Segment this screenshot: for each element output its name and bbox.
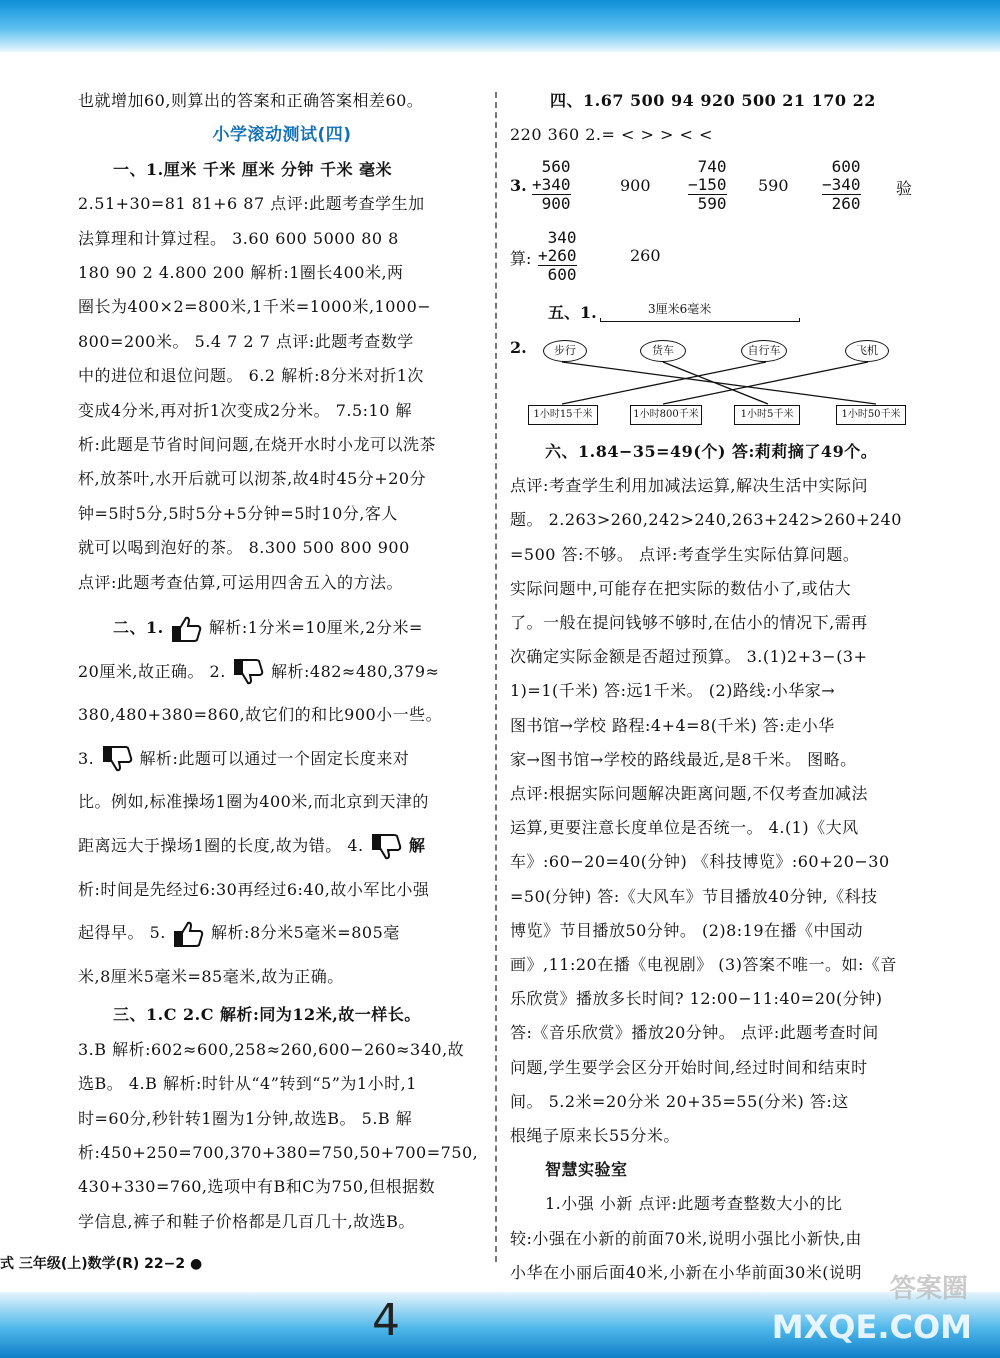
- text-line: 四、1.67 500 94 920 500 21 170 22: [550, 91, 876, 110]
- text-line: 20厘米,故正确。 2. 解析:482≈480,379≈: [78, 650, 486, 694]
- thumbs-up-icon: [169, 615, 203, 643]
- text-line: 运算,更要注意长度单位是否统一。 4.(1)《大风: [510, 818, 859, 838]
- speed-box: 1小时50千米: [836, 405, 906, 425]
- text-line: 就可以喝到泡好的茶。 8.300 500 800 900: [78, 538, 410, 558]
- speed-box: 1小时5千米: [734, 405, 800, 425]
- text-line: 图书馆→学校 路程:4+4=8(千米) 答:走小华: [510, 715, 835, 735]
- text-line: 点评:此题考查估算,可运用四舍五入的方法。: [78, 572, 403, 592]
- left-column: [78, 84, 486, 1239]
- text-line: =50(分钟) 答:《大风车》节目播放40分钟,《科技: [510, 886, 878, 906]
- section-5-label: 五、1.: [548, 303, 597, 322]
- speed-box: 1小时800千米: [630, 405, 702, 425]
- text-line: 180 90 2 4.800 200 解析:1圈长400米,两: [78, 263, 404, 283]
- text-line: 220 360 2.= < > > < <: [510, 125, 713, 145]
- text-line: 点评:考查学生利用加减法运算,解决生活中实际问: [510, 476, 868, 496]
- oval-bicycle: 自行车: [741, 340, 787, 362]
- text-line: 中的进位和退位问题。 6.2 解析:8分米对折1次: [78, 366, 424, 386]
- section-title: 小学滚动测试(四): [212, 125, 352, 146]
- text-line: 析:450+250=700,370+380=750,50+700=750,: [78, 1143, 479, 1163]
- thumbs-down-icon: [369, 833, 403, 861]
- calc-label: 验: [896, 179, 913, 198]
- vertical-calc-2: 740 −150 590: [688, 157, 727, 213]
- handwritten-page-number: 4: [372, 1295, 400, 1346]
- text-line: 间。 5.2米=20分米 20+35=55(分米) 答:这: [510, 1091, 849, 1111]
- top-blue-band: [0, 0, 1000, 52]
- thumbs-down-icon: [231, 658, 265, 686]
- text-line: 较:小强在小新的前面70米,说明小强比小新快,由: [510, 1228, 862, 1248]
- text-line: 2.51+30=81 81+6 87 点评:此题考查学生加: [78, 194, 425, 214]
- text-line: 家→图书馆→学校的路线最近,是8千米。 图略。: [510, 749, 857, 769]
- right-section-4: [510, 84, 915, 153]
- text-line: 析:此题是节省时间问题,在烧开水时小龙可以洗茶: [78, 435, 436, 455]
- text-line: 二、1. 解析:1分米=10厘米,2分米=: [78, 606, 486, 650]
- calc-prefix: 算:: [510, 249, 532, 268]
- vertical-calc-1: 560 +340 900: [532, 157, 571, 213]
- text-line: 钟=5时5分,5时5分+5分钟=5时10分,客人: [78, 503, 398, 523]
- text-line: 法算理和计算过程。 3.60 600 5000 80 8: [78, 228, 399, 248]
- right-section-6: [510, 435, 915, 1290]
- text-line: 选B。 4.B 解析:时针从“4”转到“5”为1小时,1: [78, 1074, 417, 1094]
- text-line: 根绳子原来长55分米。: [510, 1126, 680, 1146]
- calc-answer: 590: [758, 176, 789, 195]
- text-line: 也就增加60,则算出的答案和正确答案相差60。: [78, 91, 424, 110]
- text-line: 起得早。 5. 解析:8分米5毫米=805毫: [78, 911, 486, 955]
- vertical-calc-3: 600 −340 260: [822, 157, 861, 213]
- watermark-logo: 答案圈: [889, 1274, 968, 1304]
- text-line: 圈长为400×2=800米,1千米=1000米,1000−: [78, 297, 432, 317]
- text-line: 距离远大于操场1圈的长度,故为错。 4. 解: [78, 824, 486, 868]
- text-line: 一、1.厘米 千米 厘米 分钟 千米 毫米: [113, 159, 393, 179]
- text-line: 3. 解析:此题可以通过一个固定长度来对: [78, 737, 486, 781]
- segment-length-label: 3厘米6毫米: [648, 302, 712, 316]
- speed-box: 1小时15千米: [528, 405, 598, 425]
- question-2-label: 2.: [510, 338, 527, 357]
- text-line: 车》:60−20=40(分钟) 《科技博览》:60+20−30: [510, 852, 890, 872]
- text-line: 3.B 解析:602≈600,258≈260,600−260≈340,故: [78, 1039, 465, 1059]
- text-line: 米,8厘米5毫米=85毫米,故为正确。: [78, 966, 344, 986]
- thumbs-up-icon: [171, 920, 205, 948]
- calc-answer: 260: [630, 246, 661, 265]
- vertical-calc-4: 340 +260 600: [538, 228, 577, 284]
- text-line: =500 答:不够。 点评:考查学生实际估算问题。: [510, 544, 860, 564]
- oval-plane: 飞机: [845, 340, 889, 362]
- text-line: 答:《音乐欣赏》播放20分钟。 点评:此题考查时间: [510, 1023, 879, 1043]
- text-line: 杯,放茶叶,水开后就可以沏茶,故4时45分+20分: [78, 469, 427, 489]
- text-line: 题。 2.263>260,242>240,263+242>260+240: [510, 510, 902, 530]
- text-line: 学信息,裤子和鞋子价格都是几百几十,故选B。: [78, 1211, 415, 1231]
- calc-answer: 900: [620, 176, 651, 195]
- text-line: 380,480+380=860,故它们的和比900小一些。: [78, 705, 443, 725]
- text-line: 小华在小丽后面40米,小新在小华前面30米(说明: [510, 1262, 863, 1282]
- text-line: 博览》节目播放50分钟。 (2)8:19在播《中国动: [510, 920, 864, 940]
- text-line: 析:时间是先经过6:30再经过6:40,故小军比小强: [78, 879, 430, 899]
- text-line: 1)=1(千米) 答:远1千米。 (2)路线:小华家→: [510, 681, 836, 701]
- oval-walk: 步行: [543, 340, 587, 362]
- text-line: 时=60分,秒针转1圈为1分钟,故选B。 5.B 解: [78, 1108, 413, 1128]
- oval-truck: 货车: [640, 340, 686, 362]
- text-line: 点评:根据实际问题解决距离问题,不仅考查加减法: [510, 784, 868, 804]
- text-line: 变成4分米,再对折1次变成2分米。 7.5:10 解: [78, 400, 412, 420]
- text-line: 实际问题中,可能存在把实际的数估小了,或估大: [510, 578, 852, 598]
- text-line: 800=200米。 5.4 7 2 7 点评:此题考查数学: [78, 331, 414, 351]
- thumbs-down-icon: [100, 745, 134, 773]
- line-segment: [600, 318, 800, 322]
- text-line: 比。例如,标准操场1圈为400米,而北京到天津的: [78, 792, 429, 812]
- text-line: 了。一般在提问钱够不够时,在估小的情况下,需再: [510, 613, 868, 633]
- text-line: 乐欣赏》播放多长时间? 12:00−11:40=20(分钟): [510, 989, 883, 1009]
- column-divider: [495, 92, 497, 1262]
- text-line: 三、1.C 2.C 解析:同为12米,故一样长。: [113, 1005, 421, 1025]
- watermark-text: MXQE.COM: [771, 1308, 972, 1346]
- text-line: 430+330=760,选项中有B和C为750,但根据数: [78, 1177, 436, 1197]
- calc-prefix: 3.: [510, 176, 527, 195]
- lab-title: 智慧实验室: [545, 1160, 628, 1180]
- text-line: 六、1.84−35=49(个) 答:莉莉摘了49个。: [545, 442, 878, 461]
- text-line: 画》,11:20在播《电视剧》 (3)答案不唯一。如:《音: [510, 955, 897, 975]
- text-line: 1.小强 小新 点评:此题考查整数大小的比: [545, 1194, 843, 1214]
- page-footer: 式 三年级(上)数学(R) 22−2 ●: [0, 1256, 203, 1272]
- text-line: 次确定实际金额是否超过预算。 3.(1)2+3−(3+: [510, 647, 868, 667]
- text-line: 问题,学生要学会区分开始时间,经过时间和结束时: [510, 1057, 868, 1077]
